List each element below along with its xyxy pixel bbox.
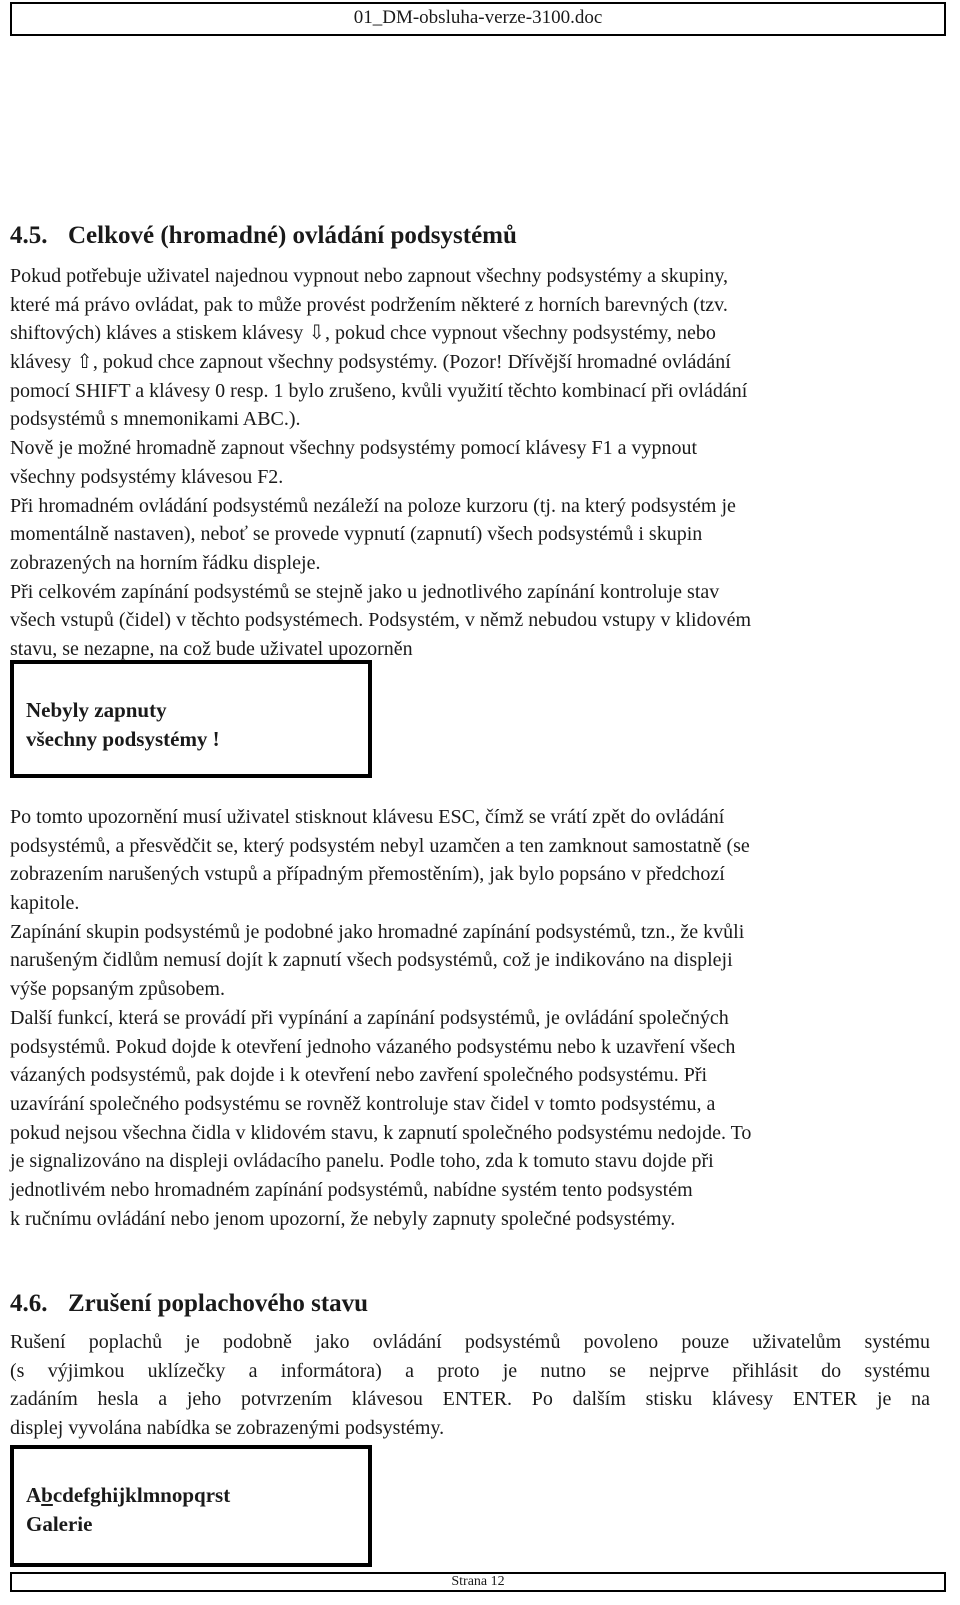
text-line: vázaných podsystémů, pak dojde i k otevření nebo zavření společného podsystému. Při xyxy=(10,1064,708,1087)
text-line: zobrazených na horním řádku displeje. xyxy=(10,551,321,574)
text-line: kapitole. xyxy=(10,892,80,915)
text-line: displej vyvolána nabídka se zobrazenými podsystémy. xyxy=(10,1417,445,1440)
text-line: Nově je možné hromadně zapnout všechny podsystémy pomocí klávesy F1 a vypnout xyxy=(10,437,698,460)
text-line: Zapínání skupin podsystémů je podobné jako hromadné zapínání podsystémů, tzn., že kvůli xyxy=(10,920,745,943)
text-line: podsystémů. Pokud dojde k otevření jednoho vázaného podsystému nebo k uzavření všech xyxy=(10,1035,736,1058)
section-heading-4-6 xyxy=(10,1290,368,1318)
display-line-2: všechny podsystémy ! xyxy=(26,727,220,751)
text-line: které má právo ovládat, pak to může provést podržením některé z horních barevných (tzv. xyxy=(10,293,728,316)
text-line: jednotlivém nebo hromadném zapínání podsystémů, nabídne systém tento podsystém xyxy=(10,1178,693,1201)
text-line: zadáním hesla a jeho potvrzením klávesou ENTER. Po dalším stisku klávesy ENTER je na xyxy=(10,1388,930,1411)
section-4-5-paragraph-2 xyxy=(10,803,930,1233)
text-line: uzavírání společného podsystému se rovněž kontroluje stav čidel v tomto podsystému, a xyxy=(10,1092,716,1115)
page-footer xyxy=(10,1572,946,1592)
page-number: Strana 12 xyxy=(451,1574,505,1589)
display-text: A xyxy=(26,1483,42,1507)
display-line-1 xyxy=(26,1481,368,1510)
section-4-6-paragraph xyxy=(10,1328,930,1443)
text-line: je signalizováno na displeji ovládacího panelu. Podle toho, zda k tomuto stavu dojde při xyxy=(10,1150,714,1173)
text-line: zobrazením narušených vstupů a případným přemostěním), jak bylo popsáno v předchozí xyxy=(10,863,725,886)
display-message-box xyxy=(10,660,372,778)
section-number: 4.5. xyxy=(10,222,48,249)
text-line: všech vstupů (čidel) v těchto podsystémech. Podsystém, v němž nebudou vstupy v klidovém xyxy=(10,609,751,632)
text-line: všechny podsystémy klávesou F2. xyxy=(10,465,284,488)
display-line-1: Nebyly zapnuty xyxy=(26,698,167,722)
text-line: Pokud potřebuje uživatel najednou vypnout nebo zapnout všechny podsystémy a skupiny, xyxy=(10,265,729,287)
text-line: výše popsaným způsobem. xyxy=(10,978,225,1001)
text-line: Při celkovém zapínání podsystémů se stejně jako u jednotlivého zapínání kontroluje stav xyxy=(10,580,720,603)
section-title: Celkové (hromadné) ovládání podsystémů xyxy=(68,222,517,249)
text-line: podsystémů s mnemonikami ABC.). xyxy=(10,408,301,431)
text-line: Rušení poplachů je podobně jako ovládání podsystémů povoleno pouze uživatelům systému xyxy=(10,1331,930,1353)
text-line: Při hromadném ovládání podsystémů nezáleží na poloze kurzoru (tj. na který podsystém je xyxy=(10,494,736,517)
display-menu-box xyxy=(10,1445,372,1567)
text-line: pomocí SHIFT a klávesy 0 resp. 1 bylo zrušeno, kvůli využití těchto kombinací při ovládání xyxy=(10,379,748,402)
display-text: cdefghijklmnopqrst xyxy=(52,1483,231,1507)
display-line-2: Galerie xyxy=(26,1512,93,1536)
text-line: momentálně nastaven), neboť se provede vypnutí (zapnutí) všech podsystémů i skupin xyxy=(10,523,703,546)
section-4-5-paragraph-1 xyxy=(10,262,930,664)
text-line: shiftových) kláves a stiskem klávesy ⇩, pokud chce vypnout všechny podsystémy, nebo xyxy=(10,322,716,345)
display-cursor: b xyxy=(41,1483,53,1507)
text-line: k ručnímu ovládání nebo jenom upozorní, že nebyly zapnuty společné podsystémy. xyxy=(10,1207,676,1230)
section-title: Zrušení poplachového stavu xyxy=(68,1290,369,1317)
text-line: podsystémů, a přesvědčit se, který podsystém nebyl uzamčen a ten zamknout samostatně (se xyxy=(10,834,750,857)
document-header xyxy=(10,2,946,36)
section-heading-4-5 xyxy=(10,222,517,250)
document-filename: 01_DM-obsluha-verze-3100.doc xyxy=(353,7,603,28)
text-line: klávesy ⇧, pokud chce zapnout všechny podsystémy. (Pozor! Dřívější hromadné ovládání xyxy=(10,351,731,374)
text-line: pokud nejsou všechna čidla v klidovém stavu, k zapnutí společného podsystému nedojde. To xyxy=(10,1121,752,1144)
section-number: 4.6. xyxy=(10,1290,48,1317)
text-line: Další funkcí, která se provádí při vypínání a zapínání podsystémů, je ovládání společných xyxy=(10,1006,729,1029)
text-line: (s výjimkou uklízečky a informátora) a proto je nutno se nejprve přihlásit do systému xyxy=(10,1359,930,1382)
text-line: stavu, se nezapne, na což bude uživatel upozorněn xyxy=(10,637,413,660)
text-line: narušeným čidlům nemusí dojít k zapnutí všech podsystémů, což je indikováno na displeji xyxy=(10,949,733,972)
text-line: Po tomto upozornění musí uživatel stisknout klávesu ESC, čímž se vrátí zpět do ovládání xyxy=(10,806,725,828)
